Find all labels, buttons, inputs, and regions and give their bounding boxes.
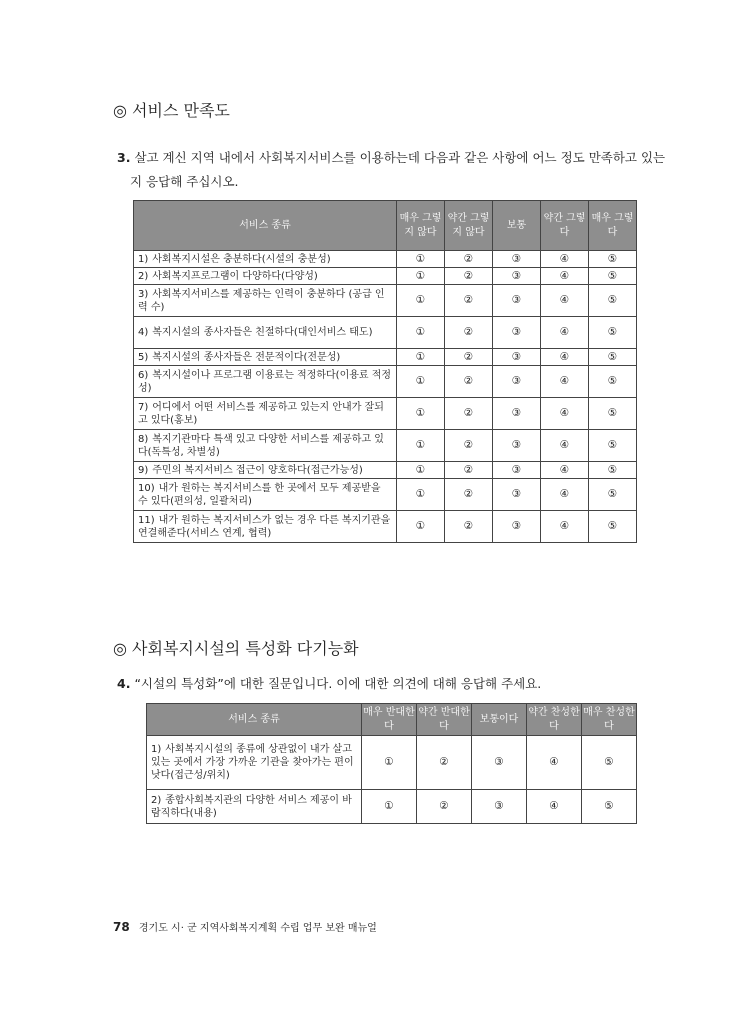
item-number: 9): [138, 464, 149, 476]
scale-option-2[interactable]: ②: [445, 462, 493, 479]
item-number: 1): [138, 253, 149, 265]
scale-option-1[interactable]: ①: [362, 736, 417, 790]
item-number: 11): [138, 514, 155, 526]
scale-option-4[interactable]: ④: [541, 317, 589, 349]
table-row: [134, 366, 637, 398]
section-title-specialization: ◎ 사회복지시설의 특성화 다기능화: [113, 639, 359, 658]
scale-option-2[interactable]: ②: [445, 251, 493, 268]
item-number: 5): [138, 351, 149, 363]
scale-option-4[interactable]: ④: [541, 251, 589, 268]
item-text: 종합사회복지관의 다양한 서비스 제공이 바람직하다(내용): [151, 794, 352, 819]
item-text-cell: [134, 285, 397, 317]
scale-option-1[interactable]: ①: [397, 479, 445, 511]
scale-option-5[interactable]: ⑤: [589, 349, 637, 366]
scale-option-3[interactable]: ③: [472, 790, 527, 824]
scale-option-5[interactable]: ⑤: [589, 366, 637, 398]
table-row: [134, 479, 637, 511]
scale-option-3[interactable]: ③: [493, 317, 541, 349]
scale-option-3[interactable]: ③: [472, 736, 527, 790]
item-text-cell: [134, 462, 397, 479]
column-header-service-type: 서비스 종류: [147, 704, 362, 736]
scale-option-1[interactable]: ①: [362, 790, 417, 824]
scale-option-1[interactable]: ①: [397, 251, 445, 268]
scale-option-4[interactable]: ④: [541, 479, 589, 511]
satisfaction-table: [133, 200, 637, 543]
table-row: [147, 736, 637, 790]
scale-option-5[interactable]: ⑤: [582, 790, 637, 824]
question-text-line1: “시설의 특성화”에 대한 질문입니다. 이에 대한 의견에 대해 응답해 주세요.: [134, 676, 542, 691]
column-header-option: 매우 그렇다: [589, 201, 637, 251]
table-row: [134, 511, 637, 543]
item-text: 복지시설의 종사자들은 전문적이다(전문성): [152, 351, 341, 363]
question-number: 4.: [117, 676, 131, 691]
section-title-satisfaction: ◎ 서비스 만족도: [113, 101, 230, 120]
column-header-option: 보통: [493, 201, 541, 251]
scale-option-3[interactable]: ③: [493, 398, 541, 430]
table-row: [134, 462, 637, 479]
scale-option-1[interactable]: ①: [397, 268, 445, 285]
item-text-cell: [134, 430, 397, 462]
item-number: 10): [138, 482, 155, 494]
column-header-option: 보통이다: [472, 704, 527, 736]
table-row: [134, 349, 637, 366]
table-row: [134, 317, 637, 349]
scale-option-5[interactable]: ⑤: [589, 511, 637, 543]
item-number: 7): [138, 401, 149, 413]
scale-option-1[interactable]: ①: [397, 285, 445, 317]
scale-option-3[interactable]: ③: [493, 430, 541, 462]
table-row: [134, 398, 637, 430]
table-row: [134, 268, 637, 285]
column-header-option: 약간 그렇다: [541, 201, 589, 251]
scale-option-5[interactable]: ⑤: [589, 268, 637, 285]
item-text: 내가 원하는 복지서비스를 한 곳에서 모두 제공받을 수 있다(편의성, 일괄처리): [138, 482, 381, 507]
item-number: 2): [151, 794, 162, 806]
scale-option-2[interactable]: ②: [445, 479, 493, 511]
column-header-option: 약간 찬성한다: [527, 704, 582, 736]
item-text: 내가 원하는 복지서비스가 없는 경우 다른 복지기관을 연결해준다(서비스 연계, 협력): [138, 514, 391, 539]
scale-option-3[interactable]: ③: [493, 268, 541, 285]
column-header-option: 매우 반대한다: [362, 704, 417, 736]
scale-option-3[interactable]: ③: [493, 511, 541, 543]
scale-option-5[interactable]: ⑤: [589, 317, 637, 349]
scale-option-5[interactable]: ⑤: [582, 736, 637, 790]
item-text-cell: [134, 366, 397, 398]
scale-option-3[interactable]: ③: [493, 251, 541, 268]
item-text-cell: [134, 511, 397, 543]
question-3: [117, 146, 665, 170]
scale-option-2[interactable]: ②: [445, 511, 493, 543]
item-text-cell: [134, 317, 397, 349]
scale-option-1[interactable]: ①: [397, 398, 445, 430]
scale-option-1[interactable]: ①: [397, 349, 445, 366]
scale-option-2[interactable]: ②: [445, 285, 493, 317]
item-text-cell: [147, 736, 362, 790]
scale-option-4[interactable]: ④: [541, 511, 589, 543]
column-header-option: 약간 반대한다: [417, 704, 472, 736]
item-number: 8): [138, 433, 149, 445]
column-header-option: 매우 찬성한다: [582, 704, 637, 736]
scale-option-1[interactable]: ①: [397, 430, 445, 462]
item-text-cell: [134, 398, 397, 430]
scale-option-1[interactable]: ①: [397, 511, 445, 543]
item-text: 사회복지시설의 종류에 상관없이 내가 살고 있는 곳에서 가장 가까운 기관을 찾아가는 편이 낫다(접근성/위치): [151, 744, 354, 781]
question-text-line1: 살고 계신 지역 내에서 사회복지서비스를 이용하는데 다음과 같은 사항에 어느 정도 만족하고 있는: [134, 150, 666, 165]
scale-option-5[interactable]: ⑤: [589, 398, 637, 430]
scale-option-2[interactable]: ②: [445, 430, 493, 462]
scale-option-4[interactable]: ④: [541, 268, 589, 285]
page-footer: [113, 919, 377, 934]
item-text: 어디에서 어떤 서비스를 제공하고 있는지 안내가 잘되고 있다(홍보): [138, 401, 384, 426]
item-number: 6): [138, 369, 149, 381]
column-header-option: 매우 그렇지 않다: [397, 201, 445, 251]
item-text-cell: [147, 790, 362, 824]
item-text: 주민의 복지서비스 접근이 양호하다(접근가능성): [152, 464, 363, 476]
scale-option-4[interactable]: ④: [541, 366, 589, 398]
item-number: 1): [151, 744, 162, 755]
item-text: 복지기관마다 특색 있고 다양한 서비스를 제공하고 있다(독특성, 차별성): [138, 433, 384, 458]
page-number: 78: [113, 920, 130, 934]
scale-option-3[interactable]: ③: [493, 479, 541, 511]
scale-option-4[interactable]: ④: [541, 462, 589, 479]
table-row: [147, 790, 637, 824]
scale-option-2[interactable]: ②: [445, 366, 493, 398]
column-header-service-type: 서비스 종류: [134, 201, 397, 251]
table-row: [134, 430, 637, 462]
item-text-cell: [134, 479, 397, 511]
footer-text: 경기도 시· 군 지역사회복지계획 수립 업무 보완 매뉴얼: [138, 923, 377, 934]
specialization-table: [146, 703, 637, 824]
item-number: 3): [138, 288, 149, 300]
question-3-line2: 지 응답해 주십시오.: [130, 174, 239, 189]
scale-option-1[interactable]: ①: [397, 462, 445, 479]
scale-option-3[interactable]: ③: [493, 366, 541, 398]
scale-option-1[interactable]: ①: [397, 317, 445, 349]
item-number: 4): [138, 327, 149, 338]
scale-option-2[interactable]: ②: [445, 398, 493, 430]
table-header-row: [134, 201, 637, 251]
table-row: [134, 251, 637, 268]
scale-option-5[interactable]: ⑤: [589, 285, 637, 317]
scale-option-3[interactable]: ③: [493, 462, 541, 479]
item-text: 복지시설이나 프로그램 이용료는 적정하다(이용료 적정성): [138, 369, 392, 394]
item-number: 2): [138, 270, 149, 282]
table-header-row: [147, 704, 637, 736]
scale-option-2[interactable]: ②: [445, 349, 493, 366]
table-row: [134, 285, 637, 317]
column-header-option: 약간 그렇지 않다: [445, 201, 493, 251]
item-text-cell: [134, 251, 397, 268]
item-text: 사회복지시설은 충분하다(시설의 충분성): [152, 253, 331, 265]
scale-option-5[interactable]: ⑤: [589, 251, 637, 268]
scale-option-5[interactable]: ⑤: [589, 462, 637, 479]
scale-option-5[interactable]: ⑤: [589, 430, 637, 462]
scale-option-4[interactable]: ④: [541, 349, 589, 366]
scale-option-2[interactable]: ②: [445, 317, 493, 349]
question-number: 3.: [117, 150, 131, 165]
question-4: [117, 672, 541, 696]
scale-option-4[interactable]: ④: [527, 790, 582, 824]
item-text: 사회복지서비스를 제공하는 인력이 충분하다 (공급 인력 수): [138, 288, 385, 313]
item-text: 복지시설의 종사자들은 친절하다(대인서비스 태도): [152, 327, 373, 338]
scale-option-4[interactable]: ④: [527, 736, 582, 790]
scale-option-2[interactable]: ②: [417, 790, 472, 824]
scale-option-3[interactable]: ③: [493, 285, 541, 317]
scale-option-4[interactable]: ④: [541, 285, 589, 317]
scale-option-4[interactable]: ④: [541, 430, 589, 462]
scale-option-2[interactable]: ②: [445, 268, 493, 285]
scale-option-4[interactable]: ④: [541, 398, 589, 430]
item-text: 사회복지프로그램이 다양하다(다양성): [152, 270, 318, 282]
item-text-cell: [134, 268, 397, 285]
scale-option-1[interactable]: ①: [397, 366, 445, 398]
item-text-cell: [134, 349, 397, 366]
scale-option-5[interactable]: ⑤: [589, 479, 637, 511]
scale-option-3[interactable]: ③: [493, 349, 541, 366]
scale-option-2[interactable]: ②: [417, 736, 472, 790]
